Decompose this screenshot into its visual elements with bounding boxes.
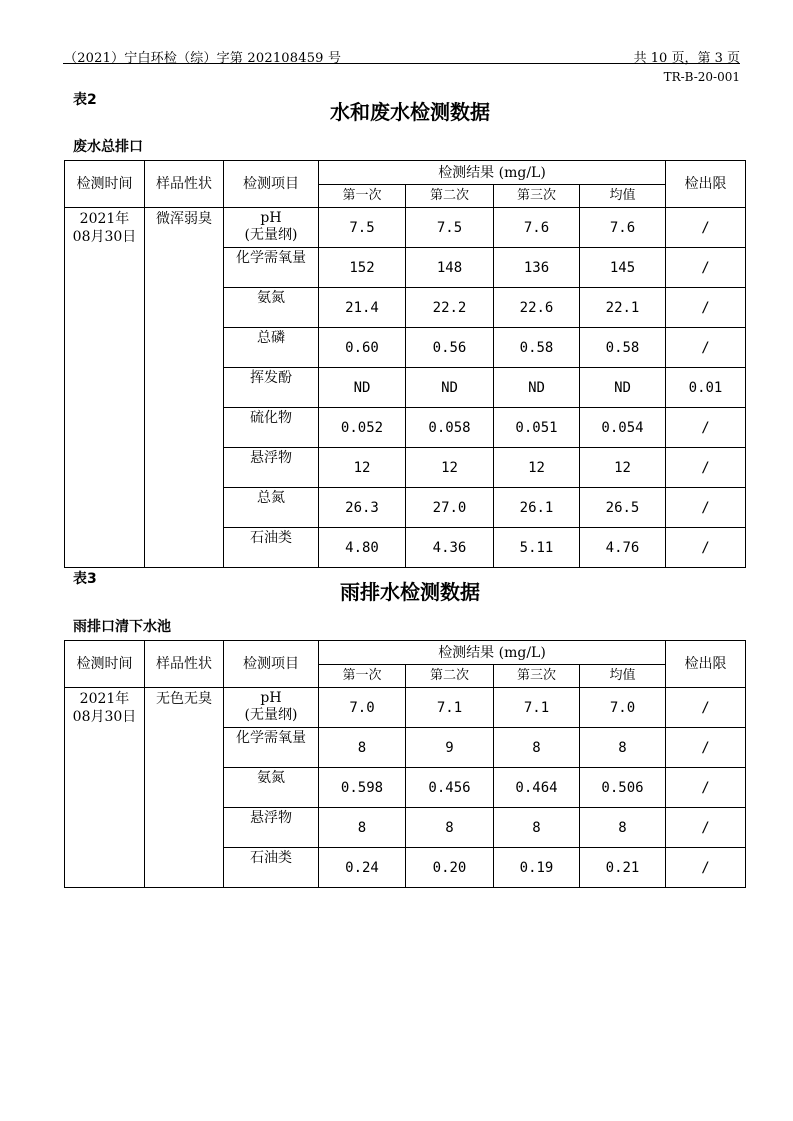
average-value: 7.0 (580, 688, 666, 728)
detection-limit: / (666, 768, 746, 808)
col-header-avg: 均值 (580, 185, 666, 208)
item-name: 悬浮物 (224, 448, 319, 488)
result-value: 22.2 (406, 288, 494, 328)
item-name: 硫化物 (224, 408, 319, 448)
item-name: 悬浮物 (224, 808, 319, 848)
detection-limit: / (666, 808, 746, 848)
detection-limit: / (666, 488, 746, 528)
sample-state: 无色无臭 (145, 688, 224, 888)
result-value: 8 (319, 728, 406, 768)
col-header-item: 检测项目 (224, 161, 319, 208)
detection-limit: / (666, 328, 746, 368)
item-name: 石油类 (224, 848, 319, 888)
table2 (64, 160, 746, 568)
result-value: 0.598 (319, 768, 406, 808)
result-value: 7.5 (406, 208, 494, 248)
result-value: 0.24 (319, 848, 406, 888)
detection-limit: / (666, 528, 746, 568)
result-value: 136 (494, 248, 580, 288)
average-value: 4.76 (580, 528, 666, 568)
table2-label: 表2 (73, 92, 97, 108)
col-header-item: 检测项目 (224, 641, 319, 688)
detection-limit: / (666, 208, 746, 248)
table3-title: 雨排水检测数据 (340, 580, 480, 604)
table2-location: 废水总排口 (73, 139, 143, 155)
item-name: 化学需氧量 (224, 728, 319, 768)
col-header-third: 第三次 (494, 665, 580, 688)
result-value: 8 (319, 808, 406, 848)
col-header-first: 第一次 (319, 185, 406, 208)
average-value: 8 (580, 808, 666, 848)
result-value: 26.3 (319, 488, 406, 528)
result-value: 7.6 (494, 208, 580, 248)
result-value: 21.4 (319, 288, 406, 328)
average-value: 0.21 (580, 848, 666, 888)
result-value: 27.0 (406, 488, 494, 528)
result-value: 0.19 (494, 848, 580, 888)
item-name: pH (无量纲) (224, 208, 319, 248)
col-header-first: 第一次 (319, 665, 406, 688)
result-value: 0.56 (406, 328, 494, 368)
result-value: 0.464 (494, 768, 580, 808)
result-value: 26.1 (494, 488, 580, 528)
average-value: 0.054 (580, 408, 666, 448)
item-name: 石油类 (224, 528, 319, 568)
document-code: TR-B-20-001 (663, 70, 740, 84)
result-value: ND (319, 368, 406, 408)
average-value: 8 (580, 728, 666, 768)
col-header-limit: 检出限 (666, 641, 746, 688)
detection-limit: 0.01 (666, 368, 746, 408)
result-value: 148 (406, 248, 494, 288)
item-name: 挥发酚 (224, 368, 319, 408)
result-value: 152 (319, 248, 406, 288)
result-value: 8 (494, 728, 580, 768)
result-value: 8 (406, 808, 494, 848)
detection-limit: / (666, 408, 746, 448)
col-header-sample: 样品性状 (145, 641, 224, 688)
col-header-second: 第二次 (406, 665, 494, 688)
detection-limit: / (666, 448, 746, 488)
result-value: 4.80 (319, 528, 406, 568)
detection-limit: / (666, 848, 746, 888)
table2-title: 水和废水检测数据 (330, 100, 490, 124)
result-value: 12 (319, 448, 406, 488)
table-row (65, 208, 746, 248)
table-row (65, 688, 746, 728)
result-value: ND (406, 368, 494, 408)
result-value: 12 (406, 448, 494, 488)
result-value: 5.11 (494, 528, 580, 568)
table3 (64, 640, 746, 888)
col-header-time: 检测时间 (65, 161, 145, 208)
sample-state: 微浑弱臭 (145, 208, 224, 568)
result-value: 0.052 (319, 408, 406, 448)
result-value: 7.0 (319, 688, 406, 728)
average-value: 145 (580, 248, 666, 288)
item-name: 化学需氧量 (224, 248, 319, 288)
detection-limit: / (666, 288, 746, 328)
result-value: 0.051 (494, 408, 580, 448)
result-value: 0.20 (406, 848, 494, 888)
result-value: 0.58 (494, 328, 580, 368)
result-value: 12 (494, 448, 580, 488)
col-header-second: 第二次 (406, 185, 494, 208)
result-value: ND (494, 368, 580, 408)
sample-date: 2021年08月30日 (65, 688, 145, 888)
result-value: 0.456 (406, 768, 494, 808)
col-header-limit: 检出限 (666, 161, 746, 208)
average-value: 22.1 (580, 288, 666, 328)
result-value: 9 (406, 728, 494, 768)
sample-date: 2021年08月30日 (65, 208, 145, 568)
average-value: 7.6 (580, 208, 666, 248)
item-name: 氨氮 (224, 768, 319, 808)
table3-location: 雨排口清下水池 (73, 619, 171, 635)
item-name: 氨氮 (224, 288, 319, 328)
item-name: pH (无量纲) (224, 688, 319, 728)
detection-limit: / (666, 688, 746, 728)
average-value: 12 (580, 448, 666, 488)
table3-label: 表3 (73, 571, 97, 587)
average-value: 26.5 (580, 488, 666, 528)
report-number: （2021）宁白环检（综）字第 202108459 号 (64, 51, 342, 66)
detection-limit: / (666, 248, 746, 288)
col-header-third: 第三次 (494, 185, 580, 208)
result-value: 7.1 (494, 688, 580, 728)
col-header-sample: 样品性状 (145, 161, 224, 208)
col-header-avg: 均值 (580, 665, 666, 688)
header-divider (63, 63, 740, 64)
average-value: 0.506 (580, 768, 666, 808)
result-value: 7.5 (319, 208, 406, 248)
result-value: 0.60 (319, 328, 406, 368)
detection-limit: / (666, 728, 746, 768)
result-value: 0.058 (406, 408, 494, 448)
col-header-result: 检测结果 (mg/L) (319, 161, 666, 185)
average-value: ND (580, 368, 666, 408)
result-value: 4.36 (406, 528, 494, 568)
average-value: 0.58 (580, 328, 666, 368)
item-name: 总氮 (224, 488, 319, 528)
item-name: 总磷 (224, 328, 319, 368)
page-info: 共 10 页，第 3 页 (633, 51, 740, 66)
result-value: 7.1 (406, 688, 494, 728)
result-value: 22.6 (494, 288, 580, 328)
result-value: 8 (494, 808, 580, 848)
col-header-result: 检测结果 (mg/L) (319, 641, 666, 665)
col-header-time: 检测时间 (65, 641, 145, 688)
